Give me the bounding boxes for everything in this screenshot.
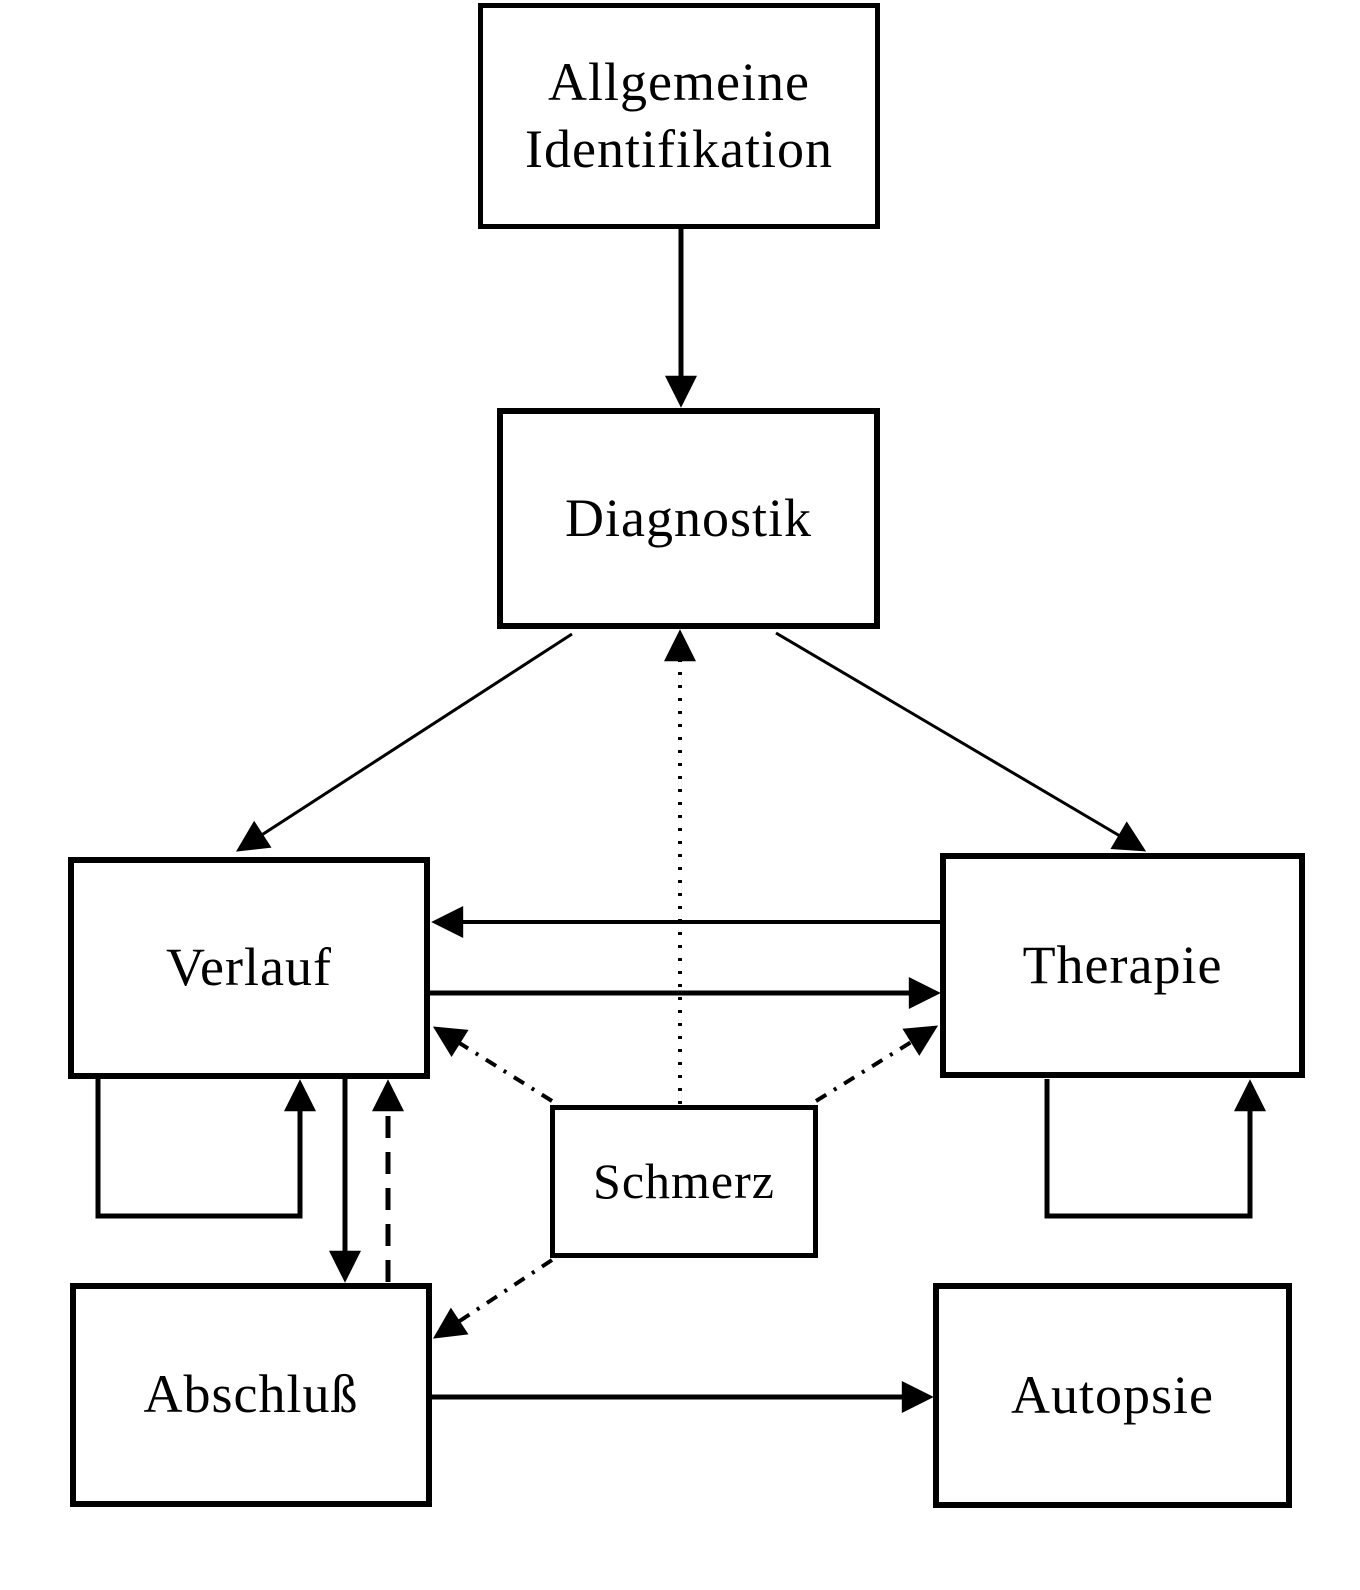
edge-schmerz-to-abschluss [437, 1260, 552, 1336]
edge-schmerz-to-therapie [816, 1028, 934, 1101]
node-diagnostik [497, 408, 880, 629]
node-allgemeine-identifikation [478, 3, 880, 229]
node-label-schmerz: Schmerz [593, 1153, 775, 1210]
edge-verlauf-to-verlauf [98, 1079, 300, 1216]
node-therapie [940, 853, 1305, 1078]
node-label-allgemeine-identifikation: Allgemeine Identifikation [525, 51, 833, 179]
node-schmerz [550, 1105, 818, 1258]
node-autopsie [933, 1283, 1292, 1508]
node-verlauf [68, 857, 430, 1079]
edge-diagnostik-to-verlauf [240, 634, 572, 849]
node-label-therapie: Therapie [1022, 934, 1223, 995]
node-label-abschluss: Abschluß [143, 1364, 359, 1425]
node-abschluss [70, 1283, 432, 1507]
node-label-diagnostik: Diagnostik [565, 487, 812, 548]
edge-therapie-to-therapie [1047, 1079, 1250, 1216]
node-label-autopsie: Autopsie [1011, 1364, 1214, 1425]
edge-schmerz-to-verlauf [437, 1029, 552, 1101]
node-label-verlauf: Verlauf [166, 937, 332, 998]
edge-diagnostik-to-therapie [776, 633, 1142, 849]
